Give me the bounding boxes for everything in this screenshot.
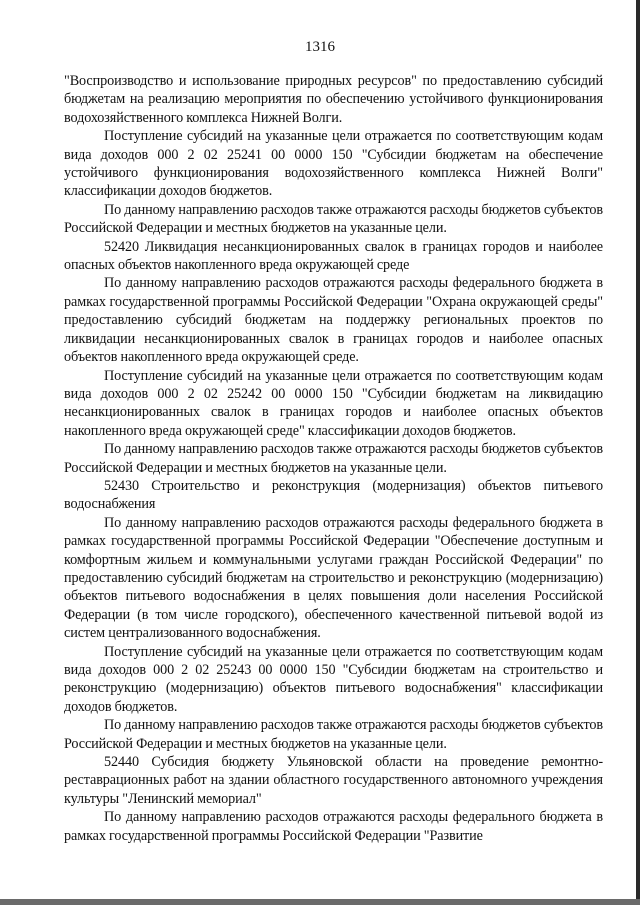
paragraph-income-25241: Поступление субсидий на указанные цели отражается по соответствующим кодам вида доходов 000 2 02 25241 00 0000 150 "Субсидии бюджетам на обеспечение устойчивого функционирования водохозяйственного комплекса Нижней Волги" классификации доходов бюджетов.	[64, 128, 603, 200]
scan-edge-right	[636, 0, 640, 905]
paragraph-budgets-note: По данному направлению расходов также отражаются расходы бюджетов субъектов Российской Федерации и местных бюджетов на указанные цели.	[64, 717, 603, 752]
paragraph-income-25242: Поступление субсидий на указанные цели отражается по соответствующим кодам вида доходов 000 2 02 25242 00 0000 150 "Субсидии бюджетам на ликвидацию несанкционированных свалок в границах городов и наиболее опасных объектов накопленного вреда окружающей среде" классификации доходов бюджетов.	[64, 367, 603, 439]
paragraph-52440-expenses: По данному направлению расходов отражаются расходы федерального бюджета в рамках государственной программы Российской Федерации "Развитие	[64, 809, 603, 844]
page-number: 1316	[305, 39, 335, 55]
heading-52430: 52430 Строительство и реконструкция (модернизация) объектов питьевого водоснабжения	[64, 477, 603, 513]
heading-52440: 52440 Субсидия бюджету Ульяновской области на проведение ремонтно-реставрационных работ на здании областного государственного автономного учреждения культуры "Ленинский мемориал"	[64, 754, 603, 807]
paragraph-budgets-note: По данному направлению расходов также отражаются расходы бюджетов субъектов Российской Федерации и местных бюджетов на указанные цели.	[64, 441, 603, 476]
heading-52420: 52420 Ликвидация несанкционированных свалок в границах городов и наиболее опасных объектов накопленного вреда окружающей среде	[64, 238, 603, 274]
paragraph-income-25243: Поступление субсидий на указанные цели отражается по соответствующим кодам вида доходов 000 2 02 25243 00 0000 150 "Субсидии бюджетам на строительство и реконструкцию (модернизацию) объектов питьевого водоснабжения" классификации доходов бюджетов.	[64, 643, 603, 715]
paragraph-budgets-note: По данному направлению расходов также отражаются расходы бюджетов субъектов Российской Федерации и местных бюджетов на указанные цели.	[64, 201, 603, 237]
paragraph-52430-expenses: По данному направлению расходов отражаются расходы федерального бюджета в рамках государственной программы Российской Федерации "Обеспечение доступным и комфортным жильем и коммунальными услугами граждан Российской Федерации" по предоставлению субсидий бюджетам на строительство и реконструкцию (модернизацию) объектов питьевого водоснабжения в целях повышения доли населения Российской Федерации (в том числе городского), обеспеченного качественной питьевой водой из систем централизованного водоснабжения.	[64, 514, 603, 642]
document-body	[64, 72, 603, 845]
paragraph-continuation: "Воспроизводство и использование природных ресурсов" по предоставлению субсидий бюджетам на реализацию мероприятия по обеспечению устойчивого функционирования водохозяйственного комплекса Нижней Волги.	[64, 73, 603, 126]
paragraph-52420-expenses: По данному направлению расходов отражаются расходы федерального бюджета в рамках государственной программы Российской Федерации "Охрана окружающей среды" предоставлению субсидий бюджетам на поддержку региональных проектов по ликвидации несанкционированных свалок в границах городов и наиболее опасных объектов накопленного вреда окружающей среде.	[64, 275, 603, 366]
scan-edge-bottom	[0, 899, 640, 905]
